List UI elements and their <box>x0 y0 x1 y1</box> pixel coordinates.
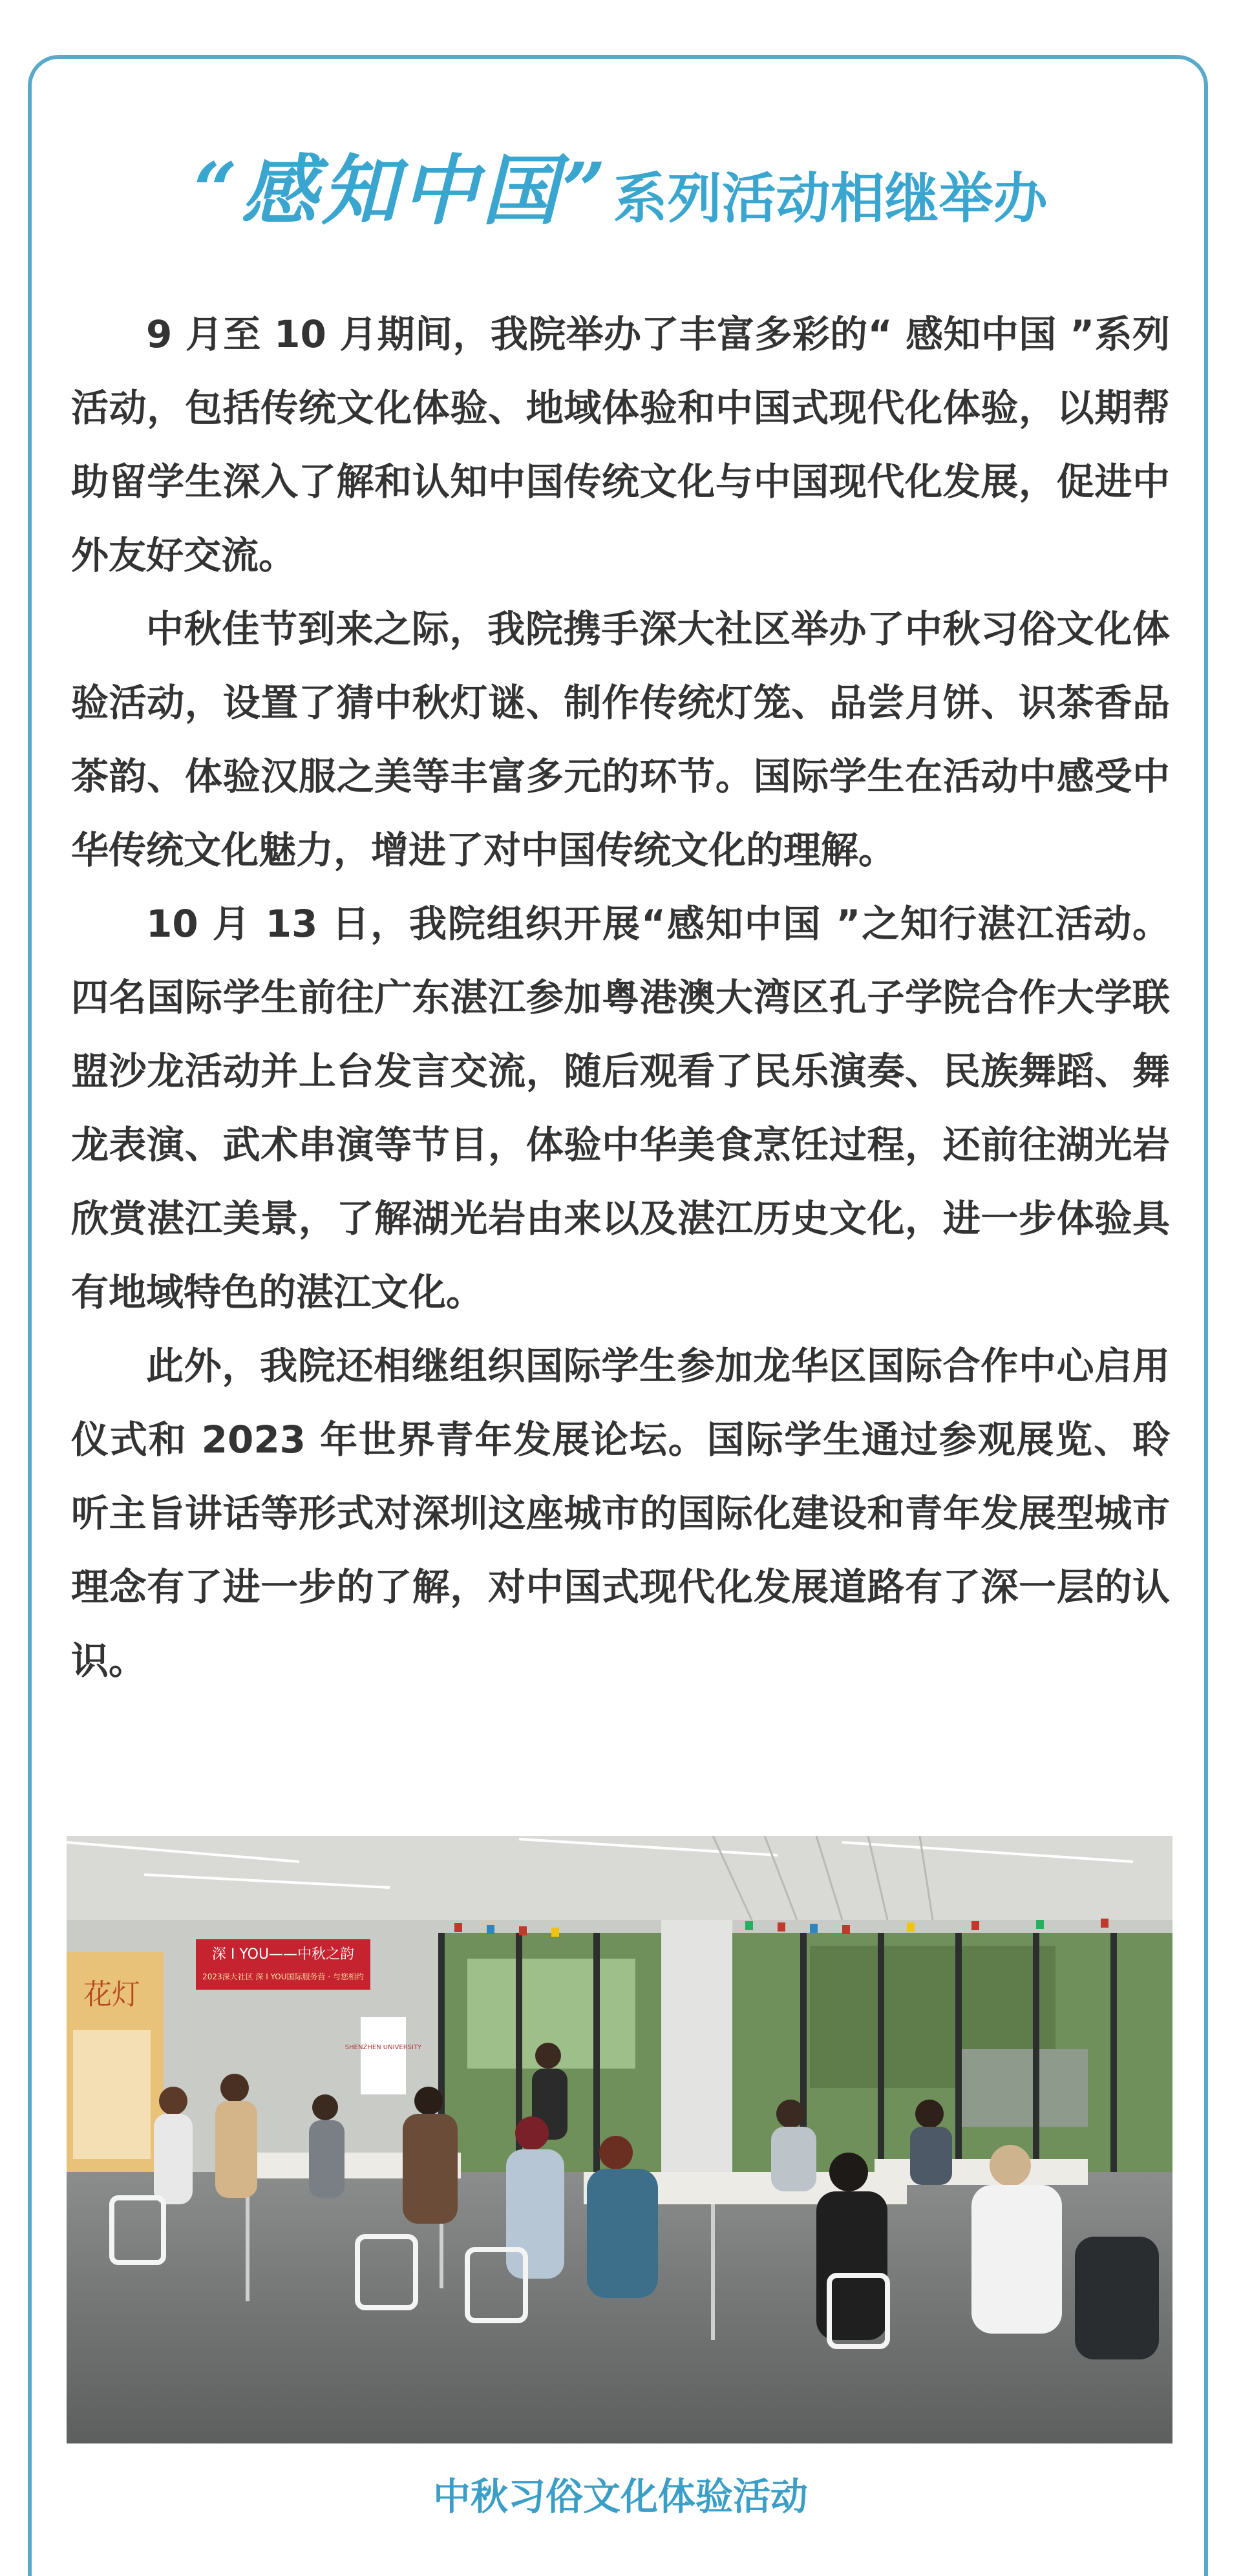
paragraph: 中秋佳节到来之际，我院携手深大社区举办了中秋习俗文化体验活动，设置了猜中秋灯谜、制作传统灯笼、品尝月饼、识茶香品茶韵、体验汉服之美等丰富多元的环节。国际学生在活动中感受中华传统文化魅力，增进了对中国传统文化的理解。 <box>71 607 1170 872</box>
sign-text: SHENZHEN UNIVERSITY <box>345 2044 422 2051</box>
paragraph: 9 月至 10 月期间，我院举办了丰富多彩的“ 感知中国 ”系列活动，包括传统文化体验、地域体验和中国式现代化体验，以期帮助留学生深入了解和认知中国传统文化与中国现代化发展，促进中外友好交流。 <box>71 312 1170 577</box>
title-highlight: “感知中国” <box>193 145 610 235</box>
poster-text: 花灯 <box>83 1978 140 2011</box>
article-body <box>71 297 1170 1698</box>
banner-subtext: 2023深大社区 深 I YOU国际服务营 · 与您相约 <box>202 1972 364 1981</box>
title-rest: 系列活动相继举办 <box>613 167 1048 230</box>
paragraph: 10 月 13 日，我院组织开展“感知中国 ”之知行湛江活动。四名国际学生前往广东湛江参加粤港澳大湾区孔子学院合作大学联盟沙龙活动并上台发言交流，随后观看了民乐演奏、民族舞蹈、舞龙表演、武术串演等节目，体验中华美食烹饪过程，还前往湖光岩欣赏湛江美景，了解湖光岩由来以及湛江历史文化，进一步体验具有地域特色的湛江文化。 <box>71 902 1170 1314</box>
paragraph: 此外，我院还相继组织国际学生参加龙华区国际合作中心启用仪式和 2023 年世界青年发展论坛。国际学生通过参观展览、聆听主旨讲话等形式对深圳这座城市的国际化建设和青年发展型城市理念有了进一步的了解，对中国式现代化发展道路有了深一层的认识。 <box>71 1344 1170 1683</box>
event-photo-illustration <box>67 1836 1172 2443</box>
photo-caption: 中秋习俗文化体验活动 <box>432 2475 808 2518</box>
page-title <box>0 129 1241 239</box>
event-photo <box>67 1836 1172 2443</box>
banner-text: 深 I YOU——中秋之韵 <box>211 1946 355 1963</box>
